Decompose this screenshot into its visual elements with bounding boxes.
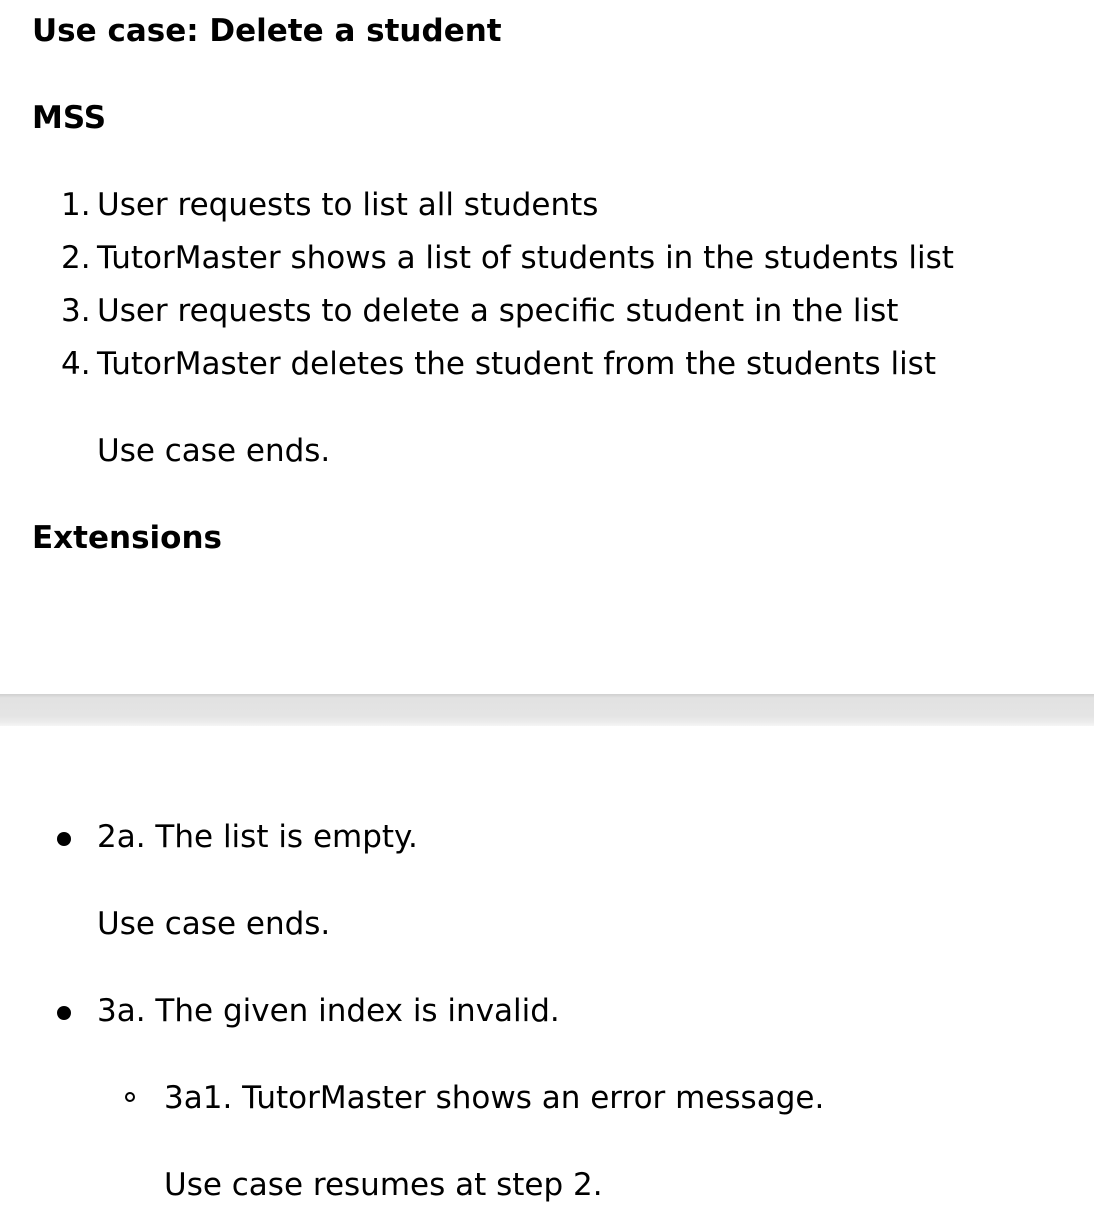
step-text: TutorMaster deletes the student from the students list xyxy=(97,346,936,382)
mss-end-note: Use case ends. xyxy=(97,433,331,469)
step-text: User requests to delete a specific student in the list xyxy=(97,293,899,329)
hollow-bullet-icon xyxy=(125,1092,135,1102)
step-text: User requests to list all students xyxy=(97,187,599,223)
mss-heading: MSS xyxy=(32,100,107,136)
extension-note: Use case ends. xyxy=(97,906,331,942)
subitem-note: Use case resumes at step 2. xyxy=(164,1167,603,1203)
subitem-text: 3a1. TutorMaster shows an error message. xyxy=(164,1080,825,1116)
step-number: 4. xyxy=(61,346,91,382)
step-number: 3. xyxy=(61,293,91,329)
step-text: TutorMaster shows a list of students in the students list xyxy=(97,240,954,276)
step-number: 1. xyxy=(61,187,91,223)
bullet-icon xyxy=(57,832,71,846)
bullet-icon xyxy=(57,1006,71,1020)
step-number: 2. xyxy=(61,240,91,276)
page-break xyxy=(0,694,1094,726)
extension-text: 2a. The list is empty. xyxy=(97,819,418,855)
extensions-heading: Extensions xyxy=(32,520,222,556)
page-title: Use case: Delete a student xyxy=(32,13,502,49)
extension-text: 3a. The given index is invalid. xyxy=(97,993,560,1029)
page-bottom xyxy=(0,726,1094,1232)
